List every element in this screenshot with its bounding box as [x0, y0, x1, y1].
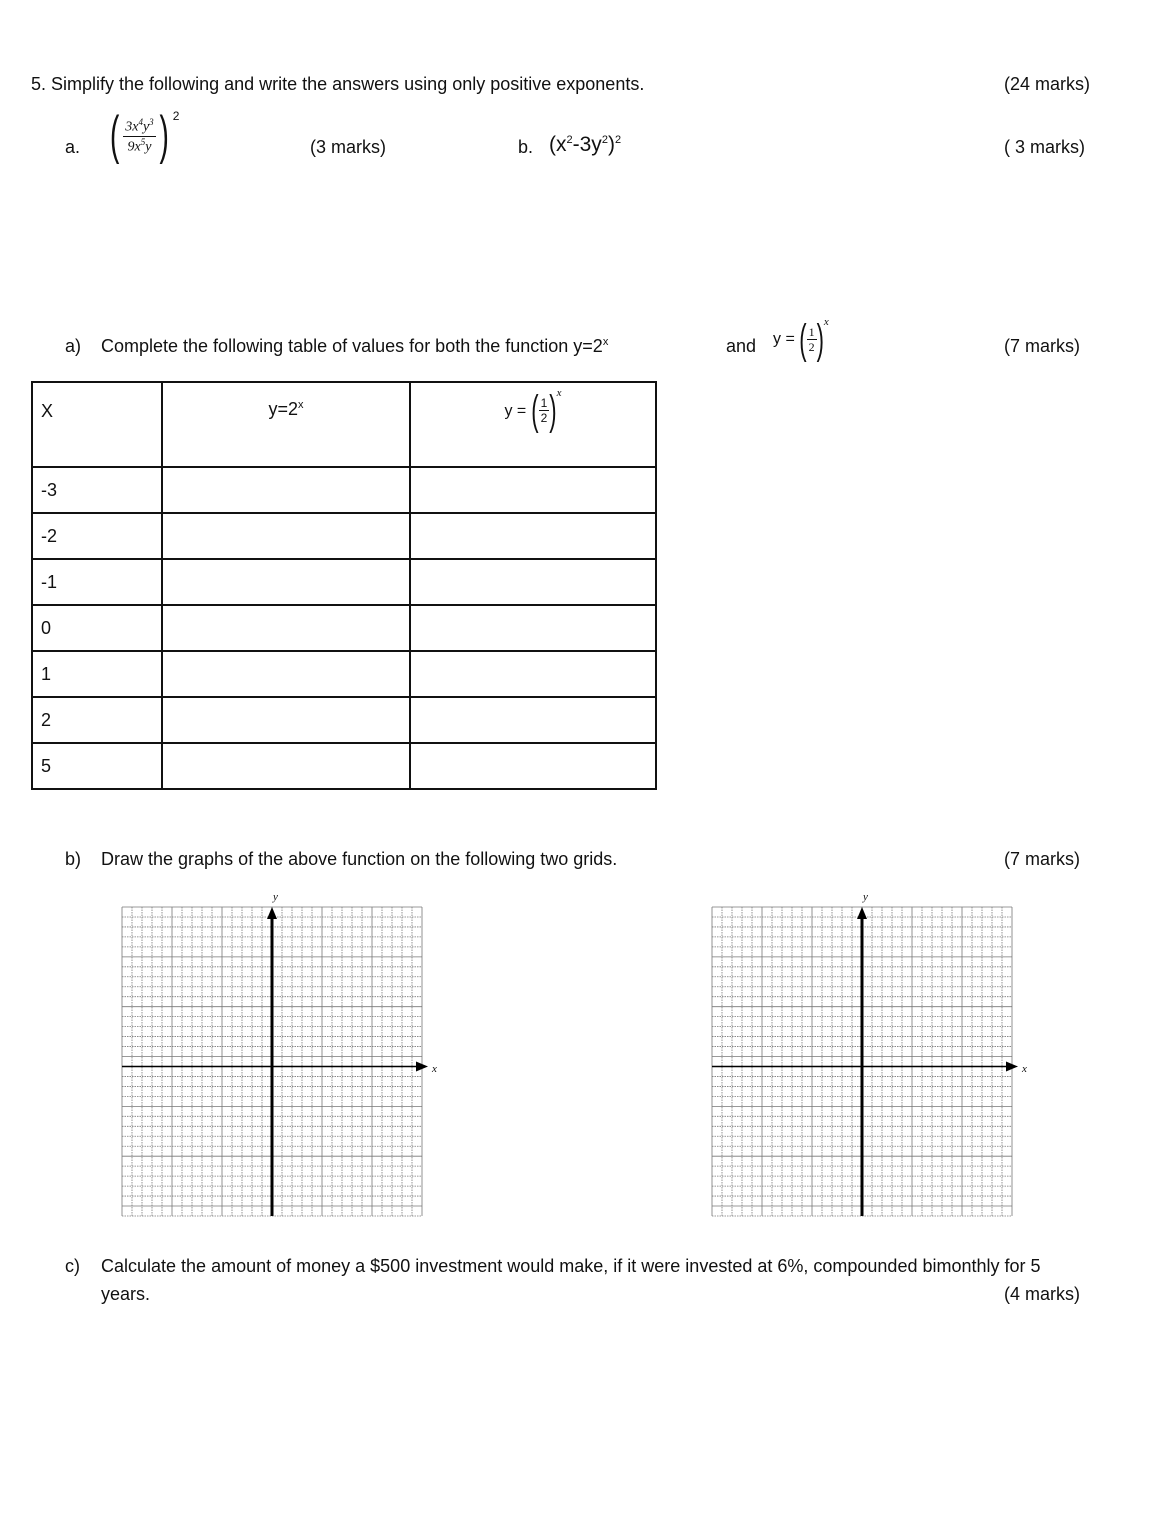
frac-exp: x: [823, 316, 829, 329]
x-cell: 1: [32, 651, 162, 697]
header-half-den: 2: [540, 411, 548, 425]
answer-cell-y2x[interactable]: [162, 651, 410, 697]
table-row: [32, 467, 656, 513]
part-a-marks: (3 marks): [310, 137, 386, 157]
header-half-exp: x: [556, 387, 562, 400]
graph-grid-1[interactable]: [112, 893, 452, 1228]
answer-cell-yhalf[interactable]: [410, 697, 656, 743]
header-half-num: 1: [540, 396, 548, 410]
values-table: [31, 381, 657, 790]
x-cell: 5: [32, 743, 162, 789]
header-half-yeq: y =: [504, 402, 527, 420]
exp-3: 2: [614, 134, 622, 146]
table-row: [32, 513, 656, 559]
answer-cell-y2x[interactable]: [162, 467, 410, 513]
y-axis-label: y: [863, 891, 868, 903]
y-axis-arrow: [267, 907, 277, 919]
answer-cell-y2x[interactable]: [162, 513, 410, 559]
table-question-text: [101, 336, 608, 357]
frac-num: 1: [808, 325, 815, 339]
outer-exponent: 2: [172, 109, 180, 124]
x-cell: 2: [32, 697, 162, 743]
denominator-coefficient: 9x: [127, 139, 141, 155]
part-b-label: b.: [518, 137, 534, 157]
exp-1: 2: [566, 134, 573, 146]
part-a-label: a.: [65, 137, 81, 157]
investment-question-line2: years.: [101, 1284, 151, 1304]
table-row: [32, 697, 656, 743]
x-axis-label: x: [1022, 1063, 1027, 1075]
table-question-marks: (7 marks): [1004, 336, 1080, 356]
graph-question-marks: (7 marks): [1004, 849, 1080, 869]
x-cell: -2: [32, 513, 162, 559]
table-row: [32, 743, 656, 789]
investment-question-marks: (4 marks): [1004, 1284, 1080, 1304]
expr-open: (x: [549, 133, 567, 156]
y-axis-label: y: [273, 891, 278, 903]
header-y-half-x: y = ( $\frac{1}{2}$ )$^x$: [410, 382, 656, 467]
table-question-body: Complete the following table of values for both the function y=2: [101, 336, 603, 356]
x-cell: -1: [32, 559, 162, 605]
table-row: [32, 605, 656, 651]
answer-cell-y2x[interactable]: [162, 743, 410, 789]
answer-cell-yhalf[interactable]: [410, 651, 656, 697]
graph-question-label: b): [65, 849, 82, 869]
table-row: [32, 651, 656, 697]
question-total-marks: (24 marks): [1004, 74, 1091, 94]
x-axis-label: x: [432, 1063, 437, 1075]
investment-question-line1: Calculate the amount of money a $500 investment would make, if it were invested at 6%, compounded bimonthly for 5: [101, 1256, 1041, 1276]
numerator-y: y: [142, 119, 150, 135]
graph-grid-2[interactable]: [702, 893, 1042, 1228]
header-y2-base: y=2: [268, 399, 299, 419]
y-axis-arrow: [857, 907, 867, 919]
and-text: and: [726, 336, 757, 356]
numerator-coefficient: 3x: [125, 119, 139, 135]
answer-cell-y2x[interactable]: [162, 605, 410, 651]
header-y-2x: [162, 382, 410, 467]
answer-cell-yhalf[interactable]: [410, 605, 656, 651]
header-x: X: [32, 382, 162, 467]
header-y2-exp: x: [298, 399, 304, 411]
answer-cell-y2x[interactable]: [162, 697, 410, 743]
numerator-y-exponent: 3: [149, 117, 154, 127]
y-equals: y =: [773, 330, 795, 348]
denominator-y: y: [145, 139, 152, 155]
expr-close: ): [607, 133, 615, 156]
answer-cell-yhalf[interactable]: [410, 559, 656, 605]
investment-question-label: c): [65, 1256, 80, 1276]
answer-cell-y2x[interactable]: [162, 559, 410, 605]
frac-den: 2: [808, 340, 815, 354]
answer-cell-yhalf[interactable]: [410, 467, 656, 513]
x-cell: 0: [32, 605, 162, 651]
table-question-exponent: x: [602, 336, 609, 348]
question-title: 5. Simplify the following and write the answers using only positive exponents.: [31, 74, 645, 94]
x-cell: -3: [32, 467, 162, 513]
part-b-expression: [549, 133, 621, 157]
table-row: [32, 559, 656, 605]
table-question-label: a): [65, 336, 82, 356]
part-a-expression: ( $\frac{3x^4y^3}{9x^5y}$ ) $^2$: [110, 105, 180, 165]
answer-cell-yhalf[interactable]: [410, 743, 656, 789]
answer-cell-yhalf[interactable]: [410, 513, 656, 559]
expr-mid: -3y: [572, 133, 602, 156]
exp-2: 2: [601, 134, 608, 146]
half-power-expression: y = ( $\frac{1}{2}$ )$^x$: [773, 314, 829, 363]
graph-question-text: Draw the graphs of the above function on the following two grids.: [101, 849, 618, 869]
part-b-marks: ( 3 marks): [1004, 137, 1085, 157]
numerator-x-exponent: 4: [138, 117, 143, 127]
denominator-x-exponent: 5: [140, 136, 146, 147]
